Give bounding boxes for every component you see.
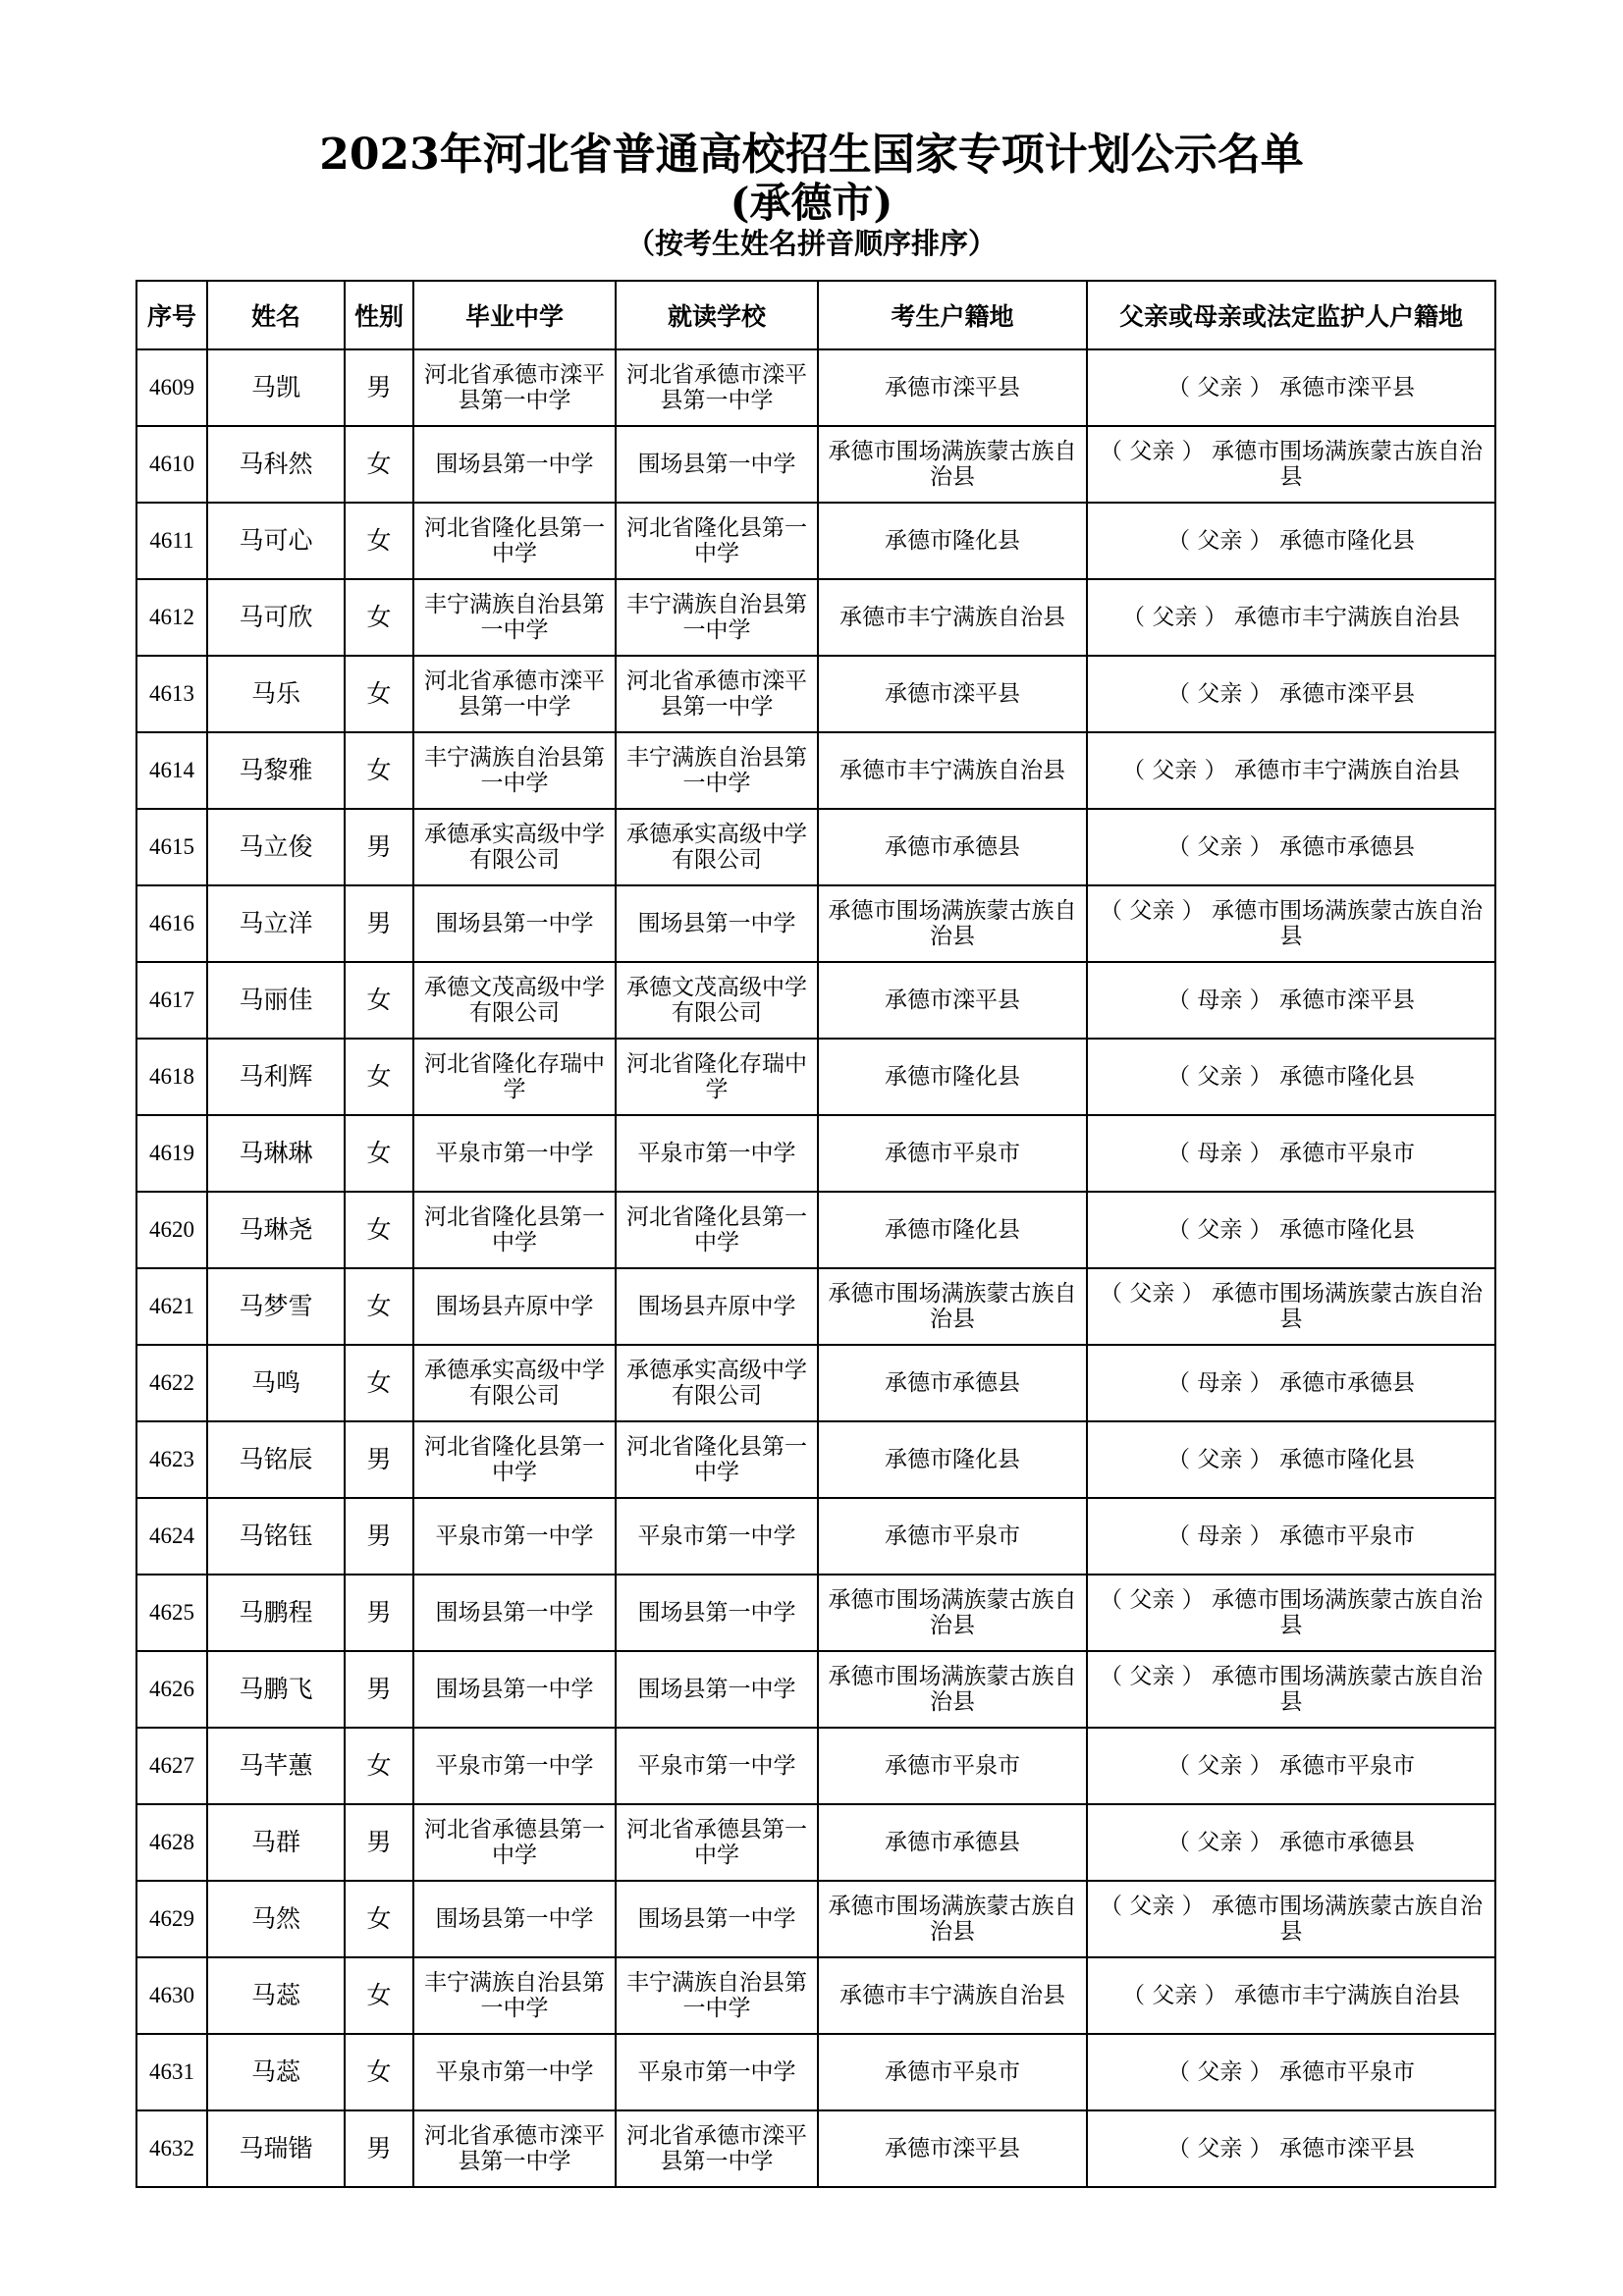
cell-current-school: 平泉市第一中学 [616,1728,818,1804]
table-row [136,885,1495,962]
table-row [136,1115,1495,1192]
cell-household-registration: 承德市承德县 [818,1804,1087,1881]
cell-graduation-school: 河北省隆化县第一中学 [413,1192,616,1268]
cell-household-registration: 承德市隆化县 [818,503,1087,579]
cell-gender: 女 [345,2034,413,2110]
cell-current-school: 围场县第一中学 [616,1881,818,1957]
cell-guardian-registration: （ 父亲 ） 承德市平泉市 [1087,1728,1495,1804]
cell-graduation-school: 河北省承德市滦平县第一中学 [413,656,616,732]
cell-gender: 女 [345,656,413,732]
cell-graduation-school: 围场县第一中学 [413,1881,616,1957]
cell-number: 4610 [136,426,207,503]
cell-graduation-school: 围场县第一中学 [413,885,616,962]
cell-number: 4612 [136,579,207,656]
cell-current-school: 河北省隆化县第一中学 [616,1421,818,1498]
cell-household-registration: 承德市平泉市 [818,1728,1087,1804]
cell-household-registration: 承德市滦平县 [818,962,1087,1039]
cell-current-school: 河北省隆化存瑞中学 [616,1039,818,1115]
table-body [136,349,1495,2187]
cell-number: 4615 [136,809,207,885]
cell-graduation-school: 丰宁满族自治县第一中学 [413,579,616,656]
cell-graduation-school: 平泉市第一中学 [413,1728,616,1804]
page-subtitle: (承德市) [730,179,893,227]
cell-household-registration: 承德市丰宁满族自治县 [818,1957,1087,2034]
cell-gender: 男 [345,1651,413,1728]
cell-household-registration: 承德市平泉市 [818,2034,1087,2110]
table-row [136,1957,1495,2034]
cell-name: 马利辉 [207,1039,345,1115]
cell-gender: 男 [345,1498,413,1575]
cell-household-registration: 承德市隆化县 [818,1421,1087,1498]
cell-guardian-registration: （ 父亲 ） 承德市丰宁满族自治县 [1087,732,1495,809]
cell-guardian-registration: （ 父亲 ） 承德市围场满族蒙古族自治县 [1087,885,1495,962]
cell-household-registration: 承德市滦平县 [818,2110,1087,2187]
cell-guardian-registration: （ 父亲 ） 承德市承德县 [1087,809,1495,885]
cell-number: 4619 [136,1115,207,1192]
table-row [136,809,1495,885]
cell-name: 马可欣 [207,579,345,656]
cell-name: 马琳琳 [207,1115,345,1192]
cell-gender: 男 [345,1804,413,1881]
cell-gender: 女 [345,1115,413,1192]
cell-household-registration: 承德市平泉市 [818,1498,1087,1575]
cell-graduation-school: 围场县第一中学 [413,426,616,503]
table-row [136,1192,1495,1268]
cell-gender: 男 [345,885,413,962]
cell-current-school: 围场县第一中学 [616,1651,818,1728]
cell-name: 马立洋 [207,885,345,962]
table-row [136,579,1495,656]
table-row [136,1268,1495,1345]
cell-guardian-registration: （ 父亲 ） 承德市承德县 [1087,1804,1495,1881]
cell-guardian-registration: （ 母亲 ） 承德市平泉市 [1087,1115,1495,1192]
cell-gender: 男 [345,1575,413,1651]
cell-number: 4622 [136,1345,207,1421]
table-row [136,1345,1495,1421]
cell-guardian-registration: （ 父亲 ） 承德市隆化县 [1087,503,1495,579]
cell-graduation-school: 平泉市第一中学 [413,2034,616,2110]
cell-current-school: 河北省承德市滦平县第一中学 [616,2110,818,2187]
cell-gender: 女 [345,1268,413,1345]
cell-guardian-registration: （ 父亲 ） 承德市滦平县 [1087,2110,1495,2187]
cell-number: 4617 [136,962,207,1039]
cell-guardian-registration: （ 父亲 ） 承德市隆化县 [1087,1039,1495,1115]
page-title: 2023年河北省普通高校招生国家专项计划公示名单 [319,130,1304,180]
cell-graduation-school: 河北省隆化县第一中学 [413,503,616,579]
cell-gender: 男 [345,349,413,426]
sort-note: （按考生姓名拼音顺序排序） [625,227,997,260]
cell-household-registration: 承德市平泉市 [818,1115,1087,1192]
cell-name: 马科然 [207,426,345,503]
cell-household-registration: 承德市隆化县 [818,1192,1087,1268]
cell-number: 4618 [136,1039,207,1115]
table-row [136,1421,1495,1498]
table-row [136,732,1495,809]
cell-name: 马瑞锴 [207,2110,345,2187]
cell-name: 马铭钰 [207,1498,345,1575]
cell-household-registration: 承德市围场满族蒙古族自治县 [818,1268,1087,1345]
cell-household-registration: 承德市承德县 [818,1345,1087,1421]
cell-number: 4629 [136,1881,207,1957]
cell-gender: 男 [345,2110,413,2187]
cell-graduation-school: 围场县卉原中学 [413,1268,616,1345]
cell-gender: 女 [345,1345,413,1421]
cell-gender: 女 [345,1957,413,2034]
cell-name: 马芊蕙 [207,1728,345,1804]
cell-gender: 女 [345,579,413,656]
cell-number: 4623 [136,1421,207,1498]
cell-current-school: 丰宁满族自治县第一中学 [616,579,818,656]
cell-graduation-school: 承德承实高级中学有限公司 [413,1345,616,1421]
cell-name: 马蕊 [207,2034,345,2110]
cell-graduation-school: 围场县第一中学 [413,1575,616,1651]
cell-guardian-registration: （ 父亲 ） 承德市隆化县 [1087,1421,1495,1498]
cell-gender: 女 [345,1728,413,1804]
table-row [136,1651,1495,1728]
cell-name: 马丽佳 [207,962,345,1039]
cell-number: 4614 [136,732,207,809]
cell-name: 马梦雪 [207,1268,345,1345]
column-header-household-registration: 考生户籍地 [818,281,1087,349]
cell-current-school: 平泉市第一中学 [616,2034,818,2110]
cell-current-school: 承德文茂高级中学有限公司 [616,962,818,1039]
cell-household-registration: 承德市围场满族蒙古族自治县 [818,1575,1087,1651]
column-header-name: 姓名 [207,281,345,349]
cell-graduation-school: 承德文茂高级中学有限公司 [413,962,616,1039]
cell-graduation-school: 丰宁满族自治县第一中学 [413,1957,616,2034]
cell-current-school: 承德承实高级中学有限公司 [616,809,818,885]
cell-number: 4624 [136,1498,207,1575]
cell-graduation-school: 丰宁满族自治县第一中学 [413,732,616,809]
cell-number: 4609 [136,349,207,426]
cell-number: 4625 [136,1575,207,1651]
cell-guardian-registration: （ 父亲 ） 承德市围场满族蒙古族自治县 [1087,426,1495,503]
cell-current-school: 平泉市第一中学 [616,1115,818,1192]
cell-name: 马琳尧 [207,1192,345,1268]
cell-graduation-school: 河北省隆化存瑞中学 [413,1039,616,1115]
cell-current-school: 河北省隆化县第一中学 [616,1192,818,1268]
cell-current-school: 围场县第一中学 [616,426,818,503]
column-header-gender: 性别 [345,281,413,349]
cell-guardian-registration: （ 母亲 ） 承德市平泉市 [1087,1498,1495,1575]
cell-number: 4611 [136,503,207,579]
cell-current-school: 围场县第一中学 [616,885,818,962]
cell-number: 4630 [136,1957,207,2034]
cell-name: 马群 [207,1804,345,1881]
table-row [136,1039,1495,1115]
cell-number: 4627 [136,1728,207,1804]
cell-gender: 女 [345,732,413,809]
cell-name: 马然 [207,1881,345,1957]
cell-current-school: 河北省承德县第一中学 [616,1804,818,1881]
cell-name: 马可心 [207,503,345,579]
cell-guardian-registration: （ 母亲 ） 承德市滦平县 [1087,962,1495,1039]
cell-current-school: 河北省承德市滦平县第一中学 [616,656,818,732]
cell-current-school: 平泉市第一中学 [616,1498,818,1575]
cell-graduation-school: 河北省承德市滦平县第一中学 [413,2110,616,2187]
table-row [136,1498,1495,1575]
cell-number: 4632 [136,2110,207,2187]
cell-gender: 女 [345,1192,413,1268]
cell-guardian-registration: （ 父亲 ） 承德市围场满族蒙古族自治县 [1087,1575,1495,1651]
cell-name: 马凯 [207,349,345,426]
cell-current-school: 丰宁满族自治县第一中学 [616,732,818,809]
cell-household-registration: 承德市滦平县 [818,656,1087,732]
cell-current-school: 围场县卉原中学 [616,1268,818,1345]
cell-number: 4616 [136,885,207,962]
cell-guardian-registration: （ 父亲 ） 承德市隆化县 [1087,1192,1495,1268]
cell-current-school: 承德承实高级中学有限公司 [616,1345,818,1421]
cell-household-registration: 承德市隆化县 [818,1039,1087,1115]
cell-name: 马乐 [207,656,345,732]
cell-name: 马鹏飞 [207,1651,345,1728]
cell-number: 4628 [136,1804,207,1881]
cell-gender: 女 [345,962,413,1039]
cell-household-registration: 承德市丰宁满族自治县 [818,579,1087,656]
cell-guardian-registration: （ 父亲 ） 承德市滦平县 [1087,349,1495,426]
cell-guardian-registration: （ 父亲 ） 承德市丰宁满族自治县 [1087,1957,1495,2034]
cell-guardian-registration: （ 父亲 ） 承德市丰宁满族自治县 [1087,579,1495,656]
cell-graduation-school: 平泉市第一中学 [413,1498,616,1575]
table-header-row [136,281,1495,349]
table-row [136,349,1495,426]
cell-graduation-school: 承德承实高级中学有限公司 [413,809,616,885]
table-row [136,1575,1495,1651]
cell-household-registration: 承德市围场满族蒙古族自治县 [818,885,1087,962]
cell-guardian-registration: （ 父亲 ） 承德市围场满族蒙古族自治县 [1087,1881,1495,1957]
column-header-guardian-registration: 父亲或母亲或法定监护人户籍地 [1087,281,1495,349]
cell-graduation-school: 河北省隆化县第一中学 [413,1421,616,1498]
cell-number: 4620 [136,1192,207,1268]
table-row [136,1881,1495,1957]
table-row [136,962,1495,1039]
cell-household-registration: 承德市丰宁满族自治县 [818,732,1087,809]
cell-number: 4631 [136,2034,207,2110]
cell-current-school: 围场县第一中学 [616,1575,818,1651]
cell-number: 4613 [136,656,207,732]
table-row [136,503,1495,579]
cell-current-school: 丰宁满族自治县第一中学 [616,1957,818,2034]
table-row [136,1728,1495,1804]
cell-name: 马立俊 [207,809,345,885]
cell-household-registration: 承德市围场满族蒙古族自治县 [818,426,1087,503]
cell-guardian-registration: （ 母亲 ） 承德市承德县 [1087,1345,1495,1421]
cell-gender: 女 [345,1881,413,1957]
cell-graduation-school: 平泉市第一中学 [413,1115,616,1192]
roster-table [135,280,1496,2188]
table-row [136,2110,1495,2187]
cell-name: 马鸣 [207,1345,345,1421]
cell-current-school: 河北省隆化县第一中学 [616,503,818,579]
cell-guardian-registration: （ 父亲 ） 承德市平泉市 [1087,2034,1495,2110]
cell-name: 马黎雅 [207,732,345,809]
cell-current-school: 河北省承德市滦平县第一中学 [616,349,818,426]
cell-guardian-registration: （ 父亲 ） 承德市滦平县 [1087,656,1495,732]
cell-gender: 女 [345,1039,413,1115]
cell-graduation-school: 围场县第一中学 [413,1651,616,1728]
cell-gender: 男 [345,809,413,885]
cell-graduation-school: 河北省承德县第一中学 [413,1804,616,1881]
cell-household-registration: 承德市滦平县 [818,349,1087,426]
column-header-number: 序号 [136,281,207,349]
table-row [136,1804,1495,1881]
cell-graduation-school: 河北省承德市滦平县第一中学 [413,349,616,426]
table-row [136,426,1495,503]
cell-household-registration: 承德市承德县 [818,809,1087,885]
table-row [136,2034,1495,2110]
cell-household-registration: 承德市围场满族蒙古族自治县 [818,1651,1087,1728]
cell-gender: 男 [345,1421,413,1498]
cell-name: 马鹏程 [207,1575,345,1651]
cell-name: 马铭辰 [207,1421,345,1498]
cell-guardian-registration: （ 父亲 ） 承德市围场满族蒙古族自治县 [1087,1651,1495,1728]
cell-household-registration: 承德市围场满族蒙古族自治县 [818,1881,1087,1957]
cell-name: 马蕊 [207,1957,345,2034]
cell-gender: 女 [345,503,413,579]
cell-gender: 女 [345,426,413,503]
cell-number: 4621 [136,1268,207,1345]
column-header-graduation-school: 毕业中学 [413,281,616,349]
table-row [136,656,1495,732]
column-header-current-school: 就读学校 [616,281,818,349]
cell-number: 4626 [136,1651,207,1728]
cell-guardian-registration: （ 父亲 ） 承德市围场满族蒙古族自治县 [1087,1268,1495,1345]
